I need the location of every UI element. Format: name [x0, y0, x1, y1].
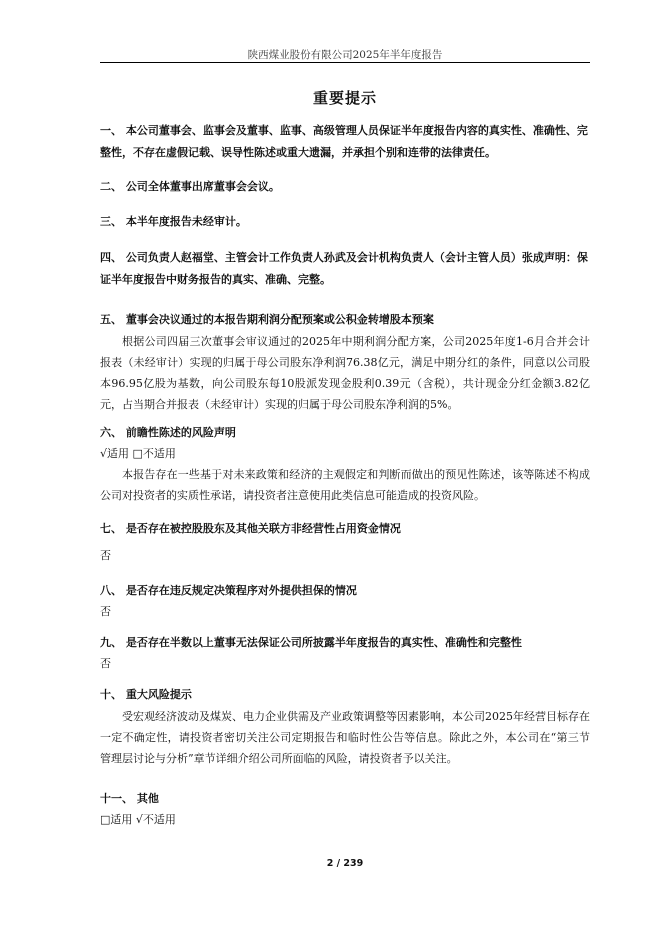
- section-9: [100, 632, 590, 674]
- section-6-heading: 六、 前瞻性陈述的风险声明: [100, 426, 236, 439]
- section-10-body: 受宏观经济波动及煤炭、电力企业供需及产业政策调整等因素影响，本公司2025年经营目标存在一定不确定性，请投资者密切关注公司定期报告和临时性公告等信息。除此之外，本公司在“第三节 管理层讨论与分析”章节详细介绍公司所面临的风险，请投资者予以关注。: [100, 710, 590, 765]
- section-2: [100, 176, 590, 198]
- section-4: [100, 247, 590, 291]
- section-3: [100, 211, 590, 233]
- section-3-text: 三、 本半年度报告未经审计。: [100, 215, 247, 228]
- section-8-answer: 否: [100, 605, 111, 618]
- section-1-text: 一、 本公司董事会、监事会及董事、监事、高级管理人员保证半年度报告内容的真实性、准确性、完整性，不存在虚假记载、误导性陈述或重大遗漏，并承担个别和连带的法律责任。: [100, 124, 588, 159]
- running-header: 陕西煤业股份有限公司2025年半年度报告: [247, 49, 443, 61]
- section-7-answer: 否: [100, 549, 111, 562]
- section-10-heading: 十、 重大风险提示: [100, 688, 192, 701]
- section-9-answer: 否: [100, 657, 111, 670]
- section-6-options: √适用 □不适用: [100, 447, 176, 460]
- section-9-heading: 九、 是否存在半数以上董事无法保证公司所披露半年度报告的真实性、准确性和完整性: [100, 636, 522, 649]
- section-11-options: □适用 √不适用: [100, 813, 176, 826]
- section-1: [100, 120, 590, 164]
- section-7-heading: 七、 是否存在被控股股东及其他关联方非经营性占用资金情况: [100, 522, 401, 535]
- section-5: [100, 309, 590, 415]
- section-8-heading: 八、 是否存在违反规定决策程序对外提供担保的情况: [100, 584, 357, 597]
- section-6-body: 本报告存在一些基于对未来政策和经济的主观假定和判断而做出的预见性陈述，该等陈述不构成公司对投资者的实质性承诺，请投资者注意使用此类信息可能造成的投资风险。: [100, 468, 590, 502]
- section-7: [100, 518, 590, 566]
- section-10: [100, 684, 590, 769]
- section-5-body: 根据公司四届三次董事会审议通过的2025年中期利润分配方案，公司2025年度1-6月合并会计报表（未经审计）实现的归属于母公司股东净利润76.38亿元，满足中期分红的条件，同意以公司股本96.95亿股为基数，向公司股东每10股派发现金股利0.39元（含税），共计现金分红金额3.82亿元，占当期合并报表（未经审计）实现的归属于母公司股东净利润的5%。: [100, 335, 590, 411]
- page-number: 2 / 239: [326, 858, 364, 869]
- section-4-text: 四、 公司负责人赵福堂、主管会计工作负责人孙武及会计机构负责人（会计主管人员）张成声明：保证半年度报告中财务报告的真实、准确、完整。: [100, 251, 588, 286]
- section-6: [100, 422, 590, 506]
- section-8: [100, 580, 590, 622]
- header-rule: [100, 62, 590, 63]
- section-5-heading: 五、 董事会决议通过的本报告期利润分配预案或公积金转增股本预案: [100, 313, 434, 326]
- page-title: 重要提示: [312, 89, 377, 107]
- section-11: [100, 788, 590, 830]
- section-11-heading: 十一、 其他: [100, 792, 159, 805]
- section-2-text: 二、 公司全体董事出席董事会会议。: [100, 180, 280, 193]
